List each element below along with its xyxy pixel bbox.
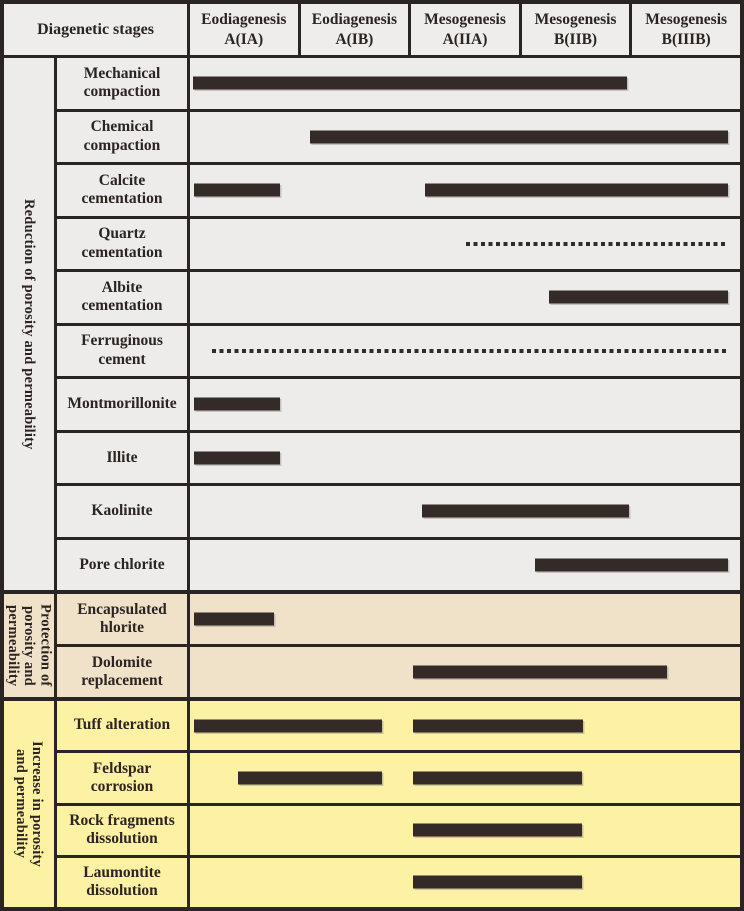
group-rows xyxy=(57,58,740,590)
group-strip xyxy=(4,594,57,697)
process-label-text: Chemical compaction xyxy=(83,118,161,154)
process-label xyxy=(57,272,190,323)
activity-bar xyxy=(413,771,582,784)
timeline-cell xyxy=(190,165,740,216)
process-label-text: Quartz cementation xyxy=(81,225,163,261)
process-row-chemical-compaction xyxy=(57,112,740,166)
stage-header-mesogenesis-iib xyxy=(522,4,633,55)
group-label-line: Increase in porosity xyxy=(29,741,46,867)
stage-name-line2: A(IA) xyxy=(224,30,264,48)
timeline-cell xyxy=(190,219,740,270)
stage-name-line1: Mesogenesis xyxy=(534,11,617,29)
activity-bar-dotted xyxy=(466,242,728,246)
corner-cell xyxy=(4,4,190,55)
group-strip xyxy=(4,58,57,590)
process-row-encapsulated-hlorite xyxy=(57,594,740,647)
group-label xyxy=(5,604,54,686)
process-label xyxy=(57,486,190,537)
activity-bar xyxy=(413,666,667,679)
process-row-kaolinite xyxy=(57,486,740,540)
stage-name-line1: Eodiagenesis xyxy=(311,11,398,29)
process-label-text: Calcite cementation xyxy=(81,171,163,208)
process-label xyxy=(57,433,190,484)
group-label-line: porosity and xyxy=(21,605,38,686)
process-label-text: Illite xyxy=(106,448,138,466)
process-label xyxy=(57,647,190,697)
process-row-quartz-cementation xyxy=(57,219,740,273)
process-label-text: Feldspar corrosion xyxy=(90,759,154,795)
stage-name-line1: Eodiagenesis xyxy=(201,11,287,29)
process-label xyxy=(57,540,190,591)
timeline-cell xyxy=(190,594,740,644)
timeline-cell xyxy=(190,326,740,377)
process-label-text: Mechanical compaction xyxy=(83,64,161,101)
group-reduction-of-porosity-and-permeability xyxy=(4,58,740,594)
process-label xyxy=(57,219,190,270)
activity-bar xyxy=(549,291,728,304)
activity-bar xyxy=(238,771,383,784)
activity-bar xyxy=(194,613,274,626)
process-label-text: Rock fragments dissolution xyxy=(69,811,175,848)
activity-bar xyxy=(194,398,280,411)
process-label xyxy=(57,165,190,216)
group-label xyxy=(21,199,37,450)
process-label xyxy=(57,701,190,750)
process-label-text: Laumontite dissolution xyxy=(83,864,161,900)
group-label-line: permeability xyxy=(4,604,21,687)
stage-header-mesogenesis-iia xyxy=(411,4,522,55)
group-label-line: and permeability xyxy=(13,749,29,859)
group-label-line: Reduction of porosity and permeability xyxy=(21,198,38,450)
timeline-cell xyxy=(190,433,740,484)
group-label-line: Protection of xyxy=(37,604,54,687)
group-rows xyxy=(57,701,740,907)
process-label xyxy=(57,58,190,109)
stage-name-line2: B(IIIB) xyxy=(661,30,711,48)
process-row-dolomite-replacement xyxy=(57,647,740,697)
process-row-ferruginous-cement xyxy=(57,326,740,380)
stage-name-line2: A(IIA) xyxy=(442,30,488,48)
timeline-cell xyxy=(190,112,740,163)
header-row xyxy=(4,4,740,58)
process-row-laumontite-dissolution xyxy=(57,858,740,907)
timeline-cell xyxy=(190,858,740,907)
process-row-tuff-alteration xyxy=(57,701,740,753)
process-label-text: Pore chlorite xyxy=(79,555,165,573)
process-label-text: Tuff alteration xyxy=(73,716,171,734)
group-protection-of-porosity-and-permeability xyxy=(4,594,740,701)
activity-bar xyxy=(413,824,582,837)
group-increase-in-porosity-and-permeability xyxy=(4,701,740,907)
process-label-text: Montmorillonite xyxy=(67,395,177,413)
group-rows xyxy=(57,594,740,697)
activity-bar xyxy=(193,77,626,90)
process-row-calcite-cementation xyxy=(57,165,740,219)
process-row-rock-fragments-dissolution xyxy=(57,806,740,858)
activity-bar xyxy=(422,505,629,518)
process-label-text: Dolomite replacement xyxy=(81,653,163,689)
activity-bar xyxy=(194,184,280,197)
stage-name-line2: B(IIB) xyxy=(554,30,598,48)
activity-bar xyxy=(310,130,728,143)
timeline-cell xyxy=(190,379,740,430)
stage-header-eodiagenesis-ia xyxy=(190,4,301,55)
timeline-cell xyxy=(190,58,740,109)
activity-bar xyxy=(535,558,728,571)
group-strip xyxy=(4,701,57,907)
process-label-text: Encapsulated hlorite xyxy=(77,600,167,636)
group-label xyxy=(13,741,45,867)
stage-name-line1: Mesogenesis xyxy=(424,11,506,29)
stage-name-line1: Mesogenesis xyxy=(645,11,728,29)
activity-bar xyxy=(194,719,383,732)
process-label xyxy=(57,326,190,377)
stage-header-eodiagenesis-ib xyxy=(301,4,412,55)
timeline-cell xyxy=(190,486,740,537)
timeline-cell xyxy=(190,647,740,697)
process-label xyxy=(57,379,190,430)
activity-bar-dotted xyxy=(212,349,728,353)
timeline-cell xyxy=(190,540,740,591)
timeline-cell xyxy=(190,806,740,855)
activity-bar xyxy=(425,184,728,197)
process-label xyxy=(57,753,190,802)
corner-label: Diagenetic stages xyxy=(37,20,154,38)
process-label xyxy=(57,112,190,163)
activity-bar xyxy=(413,719,583,732)
process-label-text: Kaolinite xyxy=(91,502,153,520)
activity-bar xyxy=(413,876,582,889)
process-label xyxy=(57,594,190,644)
process-label xyxy=(57,858,190,907)
activity-bar xyxy=(194,451,280,464)
timeline-cell xyxy=(190,753,740,802)
process-row-mechanical-compaction xyxy=(57,58,740,112)
process-row-montmorillonite xyxy=(57,379,740,433)
timeline-cell xyxy=(190,701,740,750)
timeline-cell xyxy=(190,272,740,323)
process-row-pore-chlorite xyxy=(57,540,740,591)
process-row-feldspar-corrosion xyxy=(57,753,740,805)
process-label-text: Albite cementation xyxy=(81,278,163,315)
process-row-illite xyxy=(57,433,740,487)
stage-name-line2: A(IB) xyxy=(335,30,374,48)
process-row-albite-cementation xyxy=(57,272,740,326)
table-body xyxy=(4,58,740,907)
stage-header-mesogenesis-iiib xyxy=(632,4,740,55)
process-label xyxy=(57,806,190,855)
process-label-text: Ferruginous cement xyxy=(81,332,163,368)
